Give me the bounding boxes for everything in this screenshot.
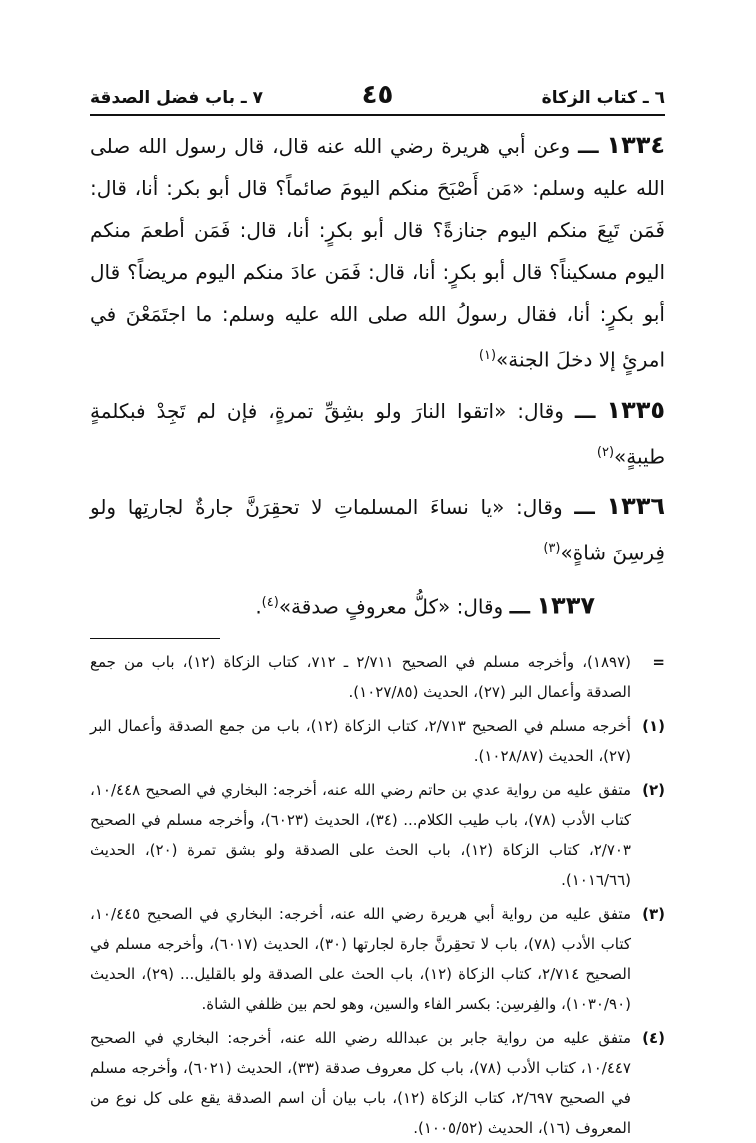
hadith-number: ١٣٣٧ [536,591,595,620]
hadith-number: ١٣٣٦ [606,492,666,521]
hadith-dash: ـــ [574,495,595,520]
hadith-1337 [90,582,665,628]
footnote-ref[interactable]: (٣) [543,541,561,557]
hadith-1336 [90,485,665,574]
footnote-text: متفق عليه من رواية جابر بن عبدالله رضي الله عنه، أخرجه: البخاري في الصحيح ١٠/٤٤٧، كتاب الأدب (٧٨)، باب كل معروف صدقة (٣٣)، الحديث (٦٠٢١)، وأخرجه مسلم في الصحيح ٢/٦٩٧، كتاب الزكاة (١٢)، باب بيان أن اسم الصدقة يقع على كل نوع من المعروف (١٦)، الحديث (١٠٠٥/٥٢). [90,1028,631,1137]
hadith-text: وقال: «يا نساءَ المسلماتِ لا تحقِرَنَّ جارةٌ لجارتِها ولو فِرسِنَ شاةٍ» [90,495,665,565]
main-text [90,124,665,628]
book-title: ٦ ـ كتاب الزكاة [541,88,665,108]
footnote-separator [90,638,665,639]
footnote-ref[interactable]: (١) [478,348,497,363]
footnote-continuation [90,647,665,707]
footnote-2 [90,775,665,895]
footnote-marker: (٣) [642,904,665,923]
page-number: ٤٥ [361,80,394,110]
book-page [90,80,666,1137]
chapter-title: ٧ ـ باب فضل الصدقة [90,88,264,108]
page-header [90,80,665,116]
footnote-text: (١٨٩٧)، وأخرجه مسلم في الصحيح ٢/٧١١ ـ ٧١٢، كتاب الزكاة (١٢)، باب من جمع الصدقة وأعمال البر (٢٧)، الحديث (١٠٢٧/٨٥). [90,652,631,701]
footnote-marker: (٤) [642,1028,665,1047]
hadith-dash: ـــ [578,134,599,158]
hadith-dash: ـــ [574,398,596,423]
footnote-text: أخرجه مسلم في الصحيح ٢/٧١٣، كتاب الزكاة (١٢)، باب من جمع الصدقة وأعمال البر (٢٧)، الحديث (١٠٢٨/٨٧). [90,716,631,765]
footnote-ref[interactable]: (٤) [261,594,279,610]
hadith-number: ١٣٣٥ [606,395,666,424]
footnote-text: متفق عليه من رواية عدي بن حاتم رضي الله عنه، أخرجه: البخاري في الصحيح ١٠/٤٤٨، كتاب الأدب (٧٨)، باب طيب الكلام... (٣٤)، الحديث (٦٠٢٣)، وأخرجه مسلم في الصحيح ٢/٧٠٣، كتاب الزكاة (١٢)، باب الحث على الصدقة ولو بشق تمرة (٢٠)، الحديث (١٠١٦/٦٦). [90,780,632,889]
hadith-text: وقال: «اتقوا النارَ ولو بشِقِّ تمرةٍ، فإن لم تَجِدْ فبكلمةٍ طيبةٍ» [90,398,665,469]
footnote-marker: (١) [642,716,665,735]
footnote-4 [90,1023,665,1143]
hadith-1334 [90,124,665,381]
hadith-1335 [90,389,665,478]
footnote-1 [90,711,665,771]
footnote-marker: = [652,652,665,671]
footnote-3 [90,899,665,1019]
hadith-dash: ـــ [509,594,531,619]
hadith-text: وقال: «كلُّ معروفٍ صدقة» [278,594,504,619]
footnote-text: متفق عليه من رواية أبي هريرة رضي الله عنه، أخرجه: البخاري في الصحيح ١٠/٤٤٥، كتاب الأدب (٧٨)، باب لا تحقِرنَّ جارة لجارتها (٣٠)، الحديث (٦٠١٧)، وأخرجه مسلم في الصحيح ٢/٧١٤، كتاب الزكاة (١٢)، باب الحث على الصدقة ولو بالقليل... (٢٩)، الحديث (١٠٣٠/٩٠)، والفِرسِن: بكسر الفاء والسين، وهو لحم بين ظلفي الشاة. [90,904,632,1013]
footnotes-section [90,647,665,1143]
hadith-end-mark: . [255,594,262,619]
hadith-number: ١٣٣٤ [606,131,666,159]
footnote-ref[interactable]: (٢) [596,444,615,460]
hadith-text: وعن أبي هريرة رضي الله عنه قال، قال رسول الله صلى الله عليه وسلم: «مَن أَصْبَحَ منكم اليومَ صائماً؟ قال أبو بكر: أنا، قال: فَمَن تَبِعَ منكم اليوم جنازةً؟ قال أبو بكرٍ: أنا، قال: فَمَن أطعمَ منكم اليوم مسكيناً؟ قال أبو بكرٍ: أنا، قال: فَمَن عادَ منكم اليوم مريضاً؟ قال أبو بكرٍ: أنا، فقال رسولُ الله صلى الله عليه وسلم: ما اجتَمَعْنَ في امرئٍ إلا دخلَ الجنة» [90,134,665,372]
footnote-marker: (٢) [642,780,665,799]
